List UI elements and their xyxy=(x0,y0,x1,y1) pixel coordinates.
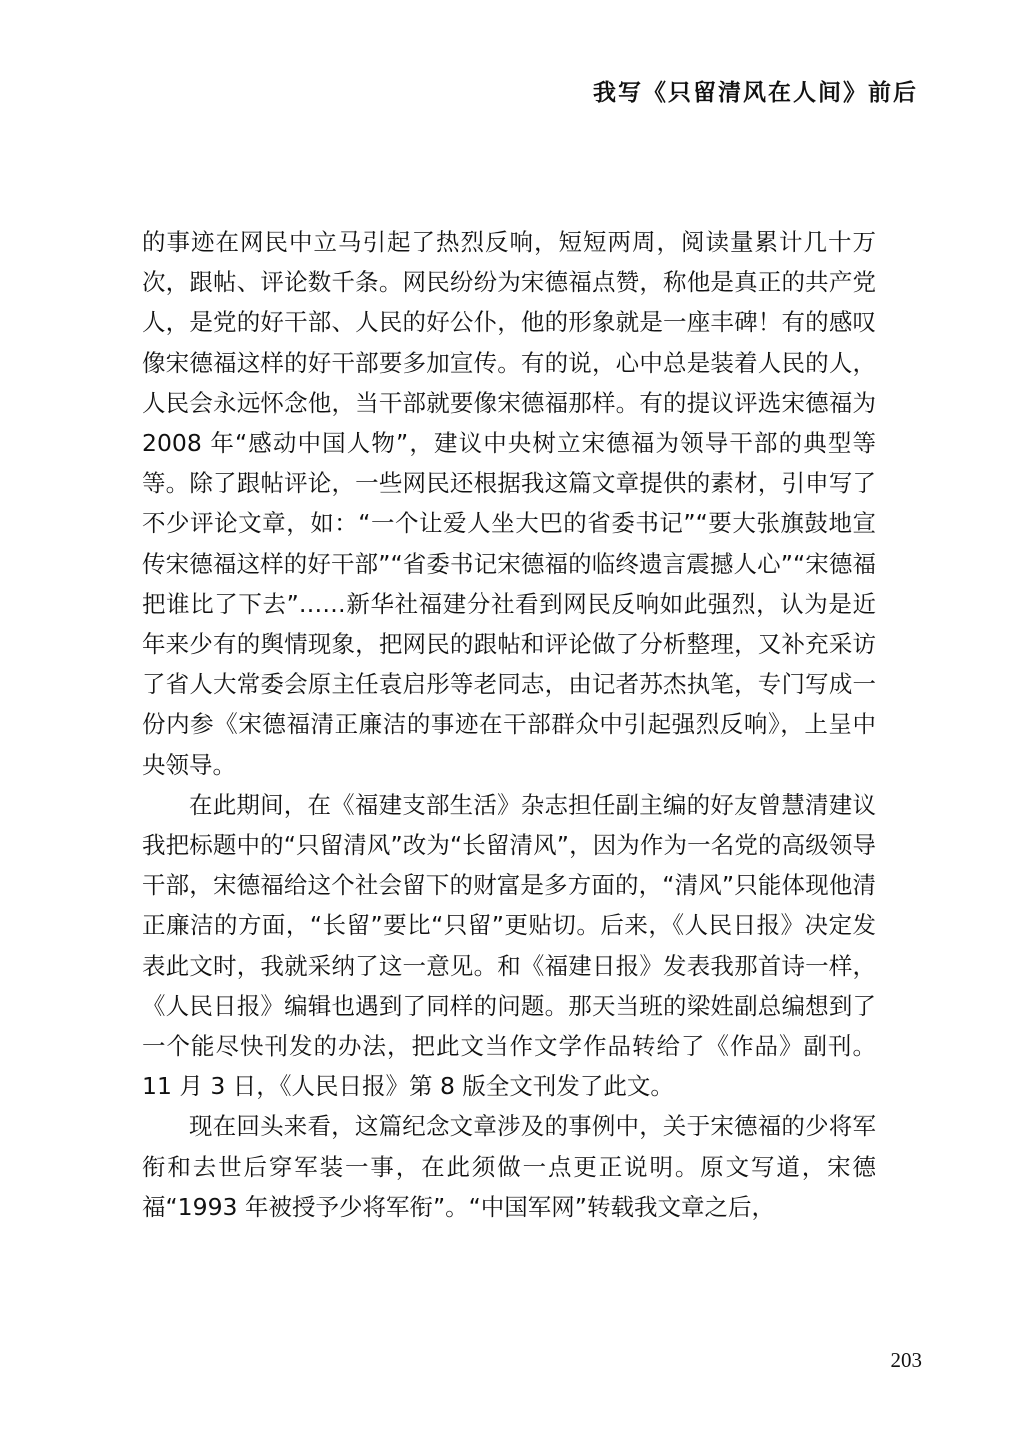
page-number: 203 xyxy=(890,1348,922,1372)
paragraph: 在此期间，在《福建支部生活》杂志担任副主编的好友曾慧清建议我把标题中的“只留清风”改为“长留清风”，因为作为一名党的高级领导干部，宋德福给这个社会留下的财富是多方面的，“清风”只能体现他清正廉洁的方面，“长留”要比“只留”更贴切。后来，《人民日报》决定发表此文时，我就采纳了这一意见。和《福建日报》发表我那首诗一样，《人民日报》编辑也遇到了同样的问题。那天当班的梁姓副总编想到了一个能尽快刊发的办法，把此文当作文学作品转给了《作品》副刊。11 月 3 日，《人民日报》第 8 版全文刊发了此文。 xyxy=(142,790,876,1101)
running-header: 我写《只留清风在人间》前后 xyxy=(593,79,918,106)
paragraph-continued: 的事迹在网民中立马引起了热烈反响，短短两周，阅读量累计几十万次，跟帖、评论数千条。网民纷纷为宋德福点赞，称他是真正的共产党人，是党的好干部、人民的好公仆，他的形象就是一座丰碑！有的感叹像宋德福这样的好干部要多加宣传。有的说，心中总是装着人民的人，人民会永远怀念他，当干部就要像宋德福那样。有的提议评选宋德福为 2008 年“感动中国人物”，建议中央树立宋德福为领导干部的典型等等。除了跟帖评论，一些网民还根据我这篇文章提供的素材，引申写了不少评论文章，如：“一个让爱人坐大巴的省委书记”“要大张旗鼓地宣传宋德福这样的好干部”“省委书记宋德福的临终遗言震撼人心”“宋德福把谁比了下去”……新华社福建分社看到网民反响如此强烈，认为是近年来少有的舆情现象，把网民的跟帖和评论做了分析整理，又补充采访了省人大常委会原主任袁启彤等老同志，由记者苏杰执笔，专门写成一份内参《宋德福清正廉洁的事迹在干部群众中引起强烈反响》，上呈中央领导。 xyxy=(142,228,876,779)
paragraph: 现在回头来看，这篇纪念文章涉及的事例中，关于宋德福的少将军衔和去世后穿军装一事，在此须做一点更正说明。原文写道，宋德福“1993 年被授予少将军衔”。“中国军网”转载我文章之后， xyxy=(142,1112,876,1221)
body-text xyxy=(142,222,876,1227)
